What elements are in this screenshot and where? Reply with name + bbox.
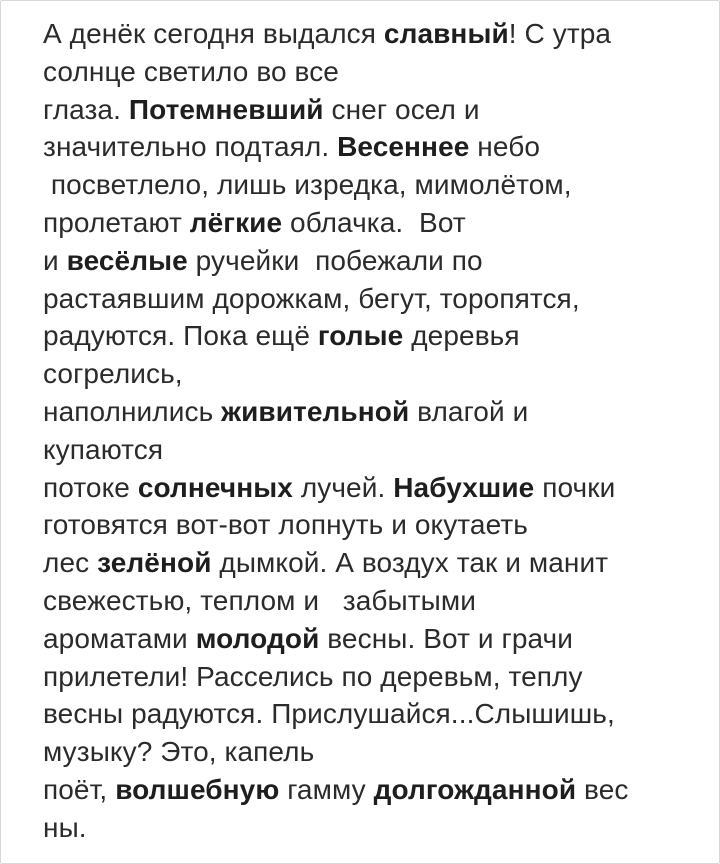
bold-word: живительной bbox=[221, 395, 410, 427]
text-segment: лучей. bbox=[292, 471, 394, 503]
text-segment: ! С утра bbox=[508, 18, 612, 49]
text-line bbox=[43, 393, 713, 431]
text-segment: дымкой. А воздух так и манит bbox=[211, 547, 609, 579]
text-segment: ны. bbox=[43, 811, 87, 843]
text-line bbox=[43, 771, 713, 809]
text-segment: радуются. Пока ещё bbox=[43, 320, 318, 352]
text-segment: влагой и bbox=[409, 395, 529, 427]
text-segment: деревья bbox=[403, 320, 520, 352]
text-segment: пролетают bbox=[43, 206, 190, 238]
text-segment: весны. Вот и грачи bbox=[319, 622, 573, 654]
document-text bbox=[43, 15, 713, 847]
text-segment: готовятся вот-вот лопнуть и окутаеть bbox=[43, 509, 528, 541]
text-line bbox=[43, 506, 713, 544]
text-segment: и bbox=[43, 244, 67, 276]
text-line bbox=[43, 317, 713, 355]
text-line bbox=[43, 695, 713, 733]
text-line bbox=[43, 355, 713, 393]
text-line bbox=[43, 53, 713, 91]
text-line bbox=[43, 658, 713, 696]
text-line bbox=[43, 431, 713, 469]
bold-word: молодой bbox=[195, 622, 320, 654]
bold-word: Весеннее bbox=[337, 131, 470, 163]
text-line bbox=[43, 544, 713, 582]
text-segment: согрелись, bbox=[43, 358, 183, 390]
text-segment: глаза. bbox=[43, 93, 129, 125]
text-segment: почки bbox=[534, 471, 616, 503]
text-line bbox=[43, 15, 713, 53]
text-line bbox=[43, 242, 713, 280]
text-line bbox=[43, 166, 713, 204]
text-segment: солнце светило во все bbox=[43, 55, 339, 87]
text-segment: лес bbox=[43, 547, 98, 579]
bold-word: зелёной bbox=[97, 547, 212, 579]
text-segment: небо bbox=[469, 131, 541, 163]
text-segment: растаявшим дорожкам, бегут, торопятся, bbox=[43, 282, 580, 314]
bold-word: лёгкие bbox=[189, 206, 283, 238]
bold-word: волшебную bbox=[115, 773, 280, 805]
text-segment: облачка. Вот bbox=[282, 206, 466, 238]
bold-word: голые bbox=[317, 320, 404, 352]
bold-word: Потемневший bbox=[128, 93, 324, 125]
text-line bbox=[43, 620, 713, 658]
text-segment: посветлело, лишь изредка, мимолётом, bbox=[43, 169, 572, 201]
text-segment: вес bbox=[576, 773, 629, 805]
bold-word: Набухшие bbox=[393, 471, 535, 503]
text-line bbox=[43, 582, 713, 620]
text-line bbox=[43, 809, 713, 847]
text-segment: ароматами bbox=[43, 622, 196, 654]
text-segment: весны радуются. Прислушайся...Слышишь, bbox=[43, 698, 615, 730]
bold-word: весёлые bbox=[66, 244, 188, 276]
bold-word: славный bbox=[383, 18, 509, 49]
bold-word: солнечных bbox=[137, 471, 293, 503]
text-line bbox=[43, 469, 713, 507]
text-segment: значительно подтаял. bbox=[43, 131, 338, 163]
text-segment: музыку? Это, капель bbox=[43, 736, 315, 768]
text-segment: гамму bbox=[279, 773, 374, 805]
text-line bbox=[43, 128, 713, 166]
text-line bbox=[43, 733, 713, 771]
text-segment: А денёк сегодня выдался bbox=[43, 18, 384, 49]
text-segment: свежестью, теплом и забытыми bbox=[43, 584, 476, 616]
text-segment: поёт, bbox=[43, 773, 116, 805]
text-segment: прилетели! Расселись по деревьм, теплу bbox=[43, 660, 583, 692]
text-segment: потоке bbox=[43, 471, 138, 503]
text-segment: купаются bbox=[43, 433, 164, 465]
text-line bbox=[43, 204, 713, 242]
text-segment: ручейки побежали по bbox=[187, 244, 483, 276]
text-line bbox=[43, 91, 713, 129]
text-segment: наполнились bbox=[43, 395, 222, 427]
text-segment: снег осел и bbox=[323, 93, 480, 125]
bold-word: долгожданной bbox=[373, 773, 577, 805]
text-line bbox=[43, 280, 713, 318]
